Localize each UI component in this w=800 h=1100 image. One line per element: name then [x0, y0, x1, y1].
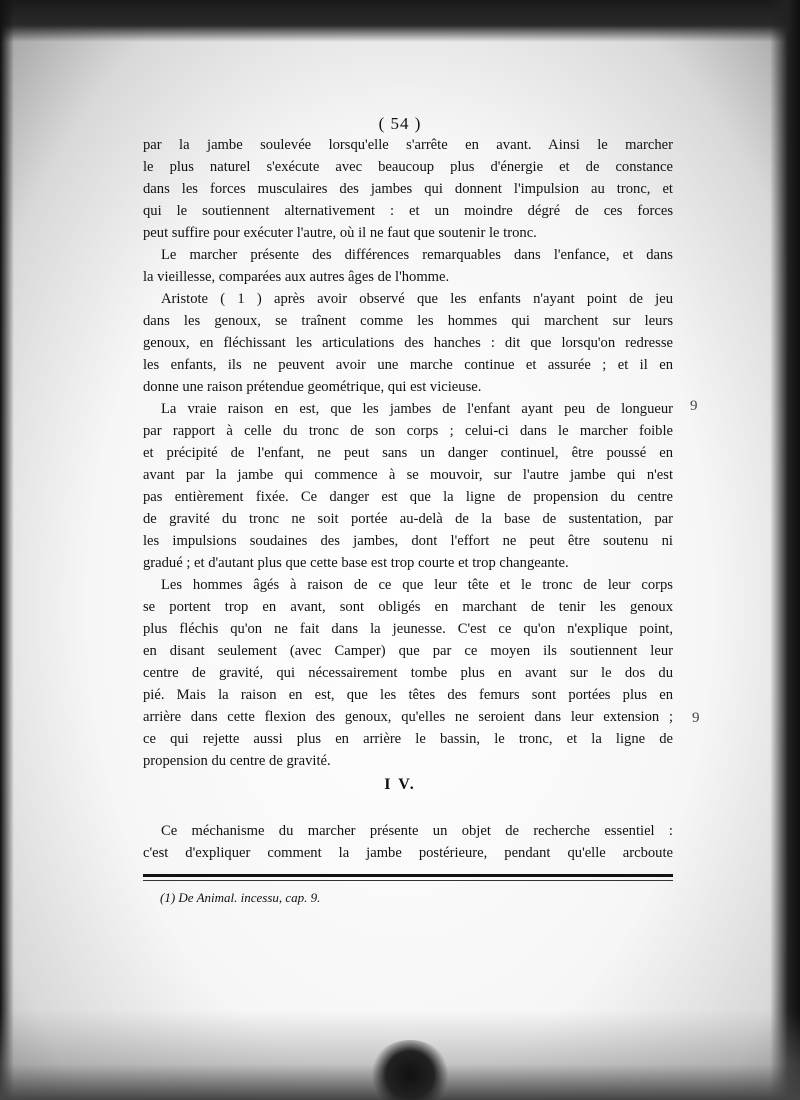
- text-line: pas entièrement fixée. Ce danger est que la ligne de propension du centre: [143, 489, 673, 505]
- text-line: Ce méchanisme du marcher présente un objet de recherche essentiel :: [161, 823, 673, 839]
- body-text: [143, 134, 673, 772]
- scan-border-left: [0, 0, 14, 1100]
- text-line: par la jambe soulevée lorsqu'elle s'arrête en avant. Ainsi le marcher: [143, 137, 673, 153]
- text-line: plus fléchis qu'on ne fait dans la jeunesse. C'est ce qu'on n'explique point,: [143, 621, 673, 637]
- page-number: ( 54 ): [378, 114, 422, 133]
- text-line: donne une raison prétendue geométrique, qui est vicieuse.: [143, 379, 482, 395]
- text-line: propension du centre de gravité.: [143, 753, 331, 769]
- text-line: et précipité de l'enfant, ne peut sans un danger continuel, être poussé en: [143, 445, 673, 461]
- text-line: pié. Mais la raison en est, que les têtes des femurs sont portées plus en: [143, 687, 673, 703]
- text-line: centre de gravité, qui nécessairement tombe plus en avant sur le dos du: [143, 665, 673, 681]
- footnote-rule-thin: [143, 880, 673, 881]
- section-heading: I V.: [384, 776, 416, 793]
- margin-mark: 9: [690, 398, 698, 414]
- text-line: peut suffire pour exécuter l'autre, où il ne faut que soutenir le tronc.: [143, 225, 537, 241]
- scan-border-right: [770, 0, 800, 1100]
- text-line: par rapport à celle du tronc de son corps ; celui-ci dans le marcher foible: [143, 423, 673, 439]
- text-line: qui le soutiennent alternativement : et un moindre dégré de ces forces: [143, 203, 673, 219]
- text-line: ce qui rejette aussi plus en arrière le bassin, le tronc, et la ligne de: [143, 731, 673, 747]
- paragraph-after-heading: [143, 820, 673, 864]
- text-line: avant par la jambe qui commence à se mouvoir, sur l'autre jambe qui n'est: [143, 467, 673, 483]
- footnote-rule: [143, 874, 673, 877]
- text-line: dans les forces musculaires des jambes qui donnent l'impulsion au tronc, et: [143, 181, 673, 197]
- text-line: c'est d'expliquer comment la jambe postérieure, pendant qu'elle arcboute: [143, 845, 673, 861]
- text-line: de gravité du tronc ne soit portée au-delà de la base de sustentation, par: [143, 511, 673, 527]
- text-line: les enfants, ils ne peuvent avoir une marche continue et assurée ; et il en: [143, 357, 673, 373]
- margin-mark: 9: [692, 710, 700, 726]
- text-line: en disant seulement (avec Camper) que par ce moyen ils soutiennent leur: [143, 643, 673, 659]
- text-line: se portent trop en avant, sont obligés en marchant de tenir les genoux: [143, 599, 673, 615]
- text-line: arrière dans cette flexion des genoux, qu'elles ne seroient dans leur extension ;: [143, 709, 673, 725]
- text-line: Le marcher présente des différences remarquables dans l'enfance, et dans: [161, 247, 673, 263]
- text-line: le plus naturel s'exécute avec beaucoup plus d'énergie et de constance: [143, 159, 673, 175]
- text-line: genoux, en fléchissant les articulations des hanches : dit que lorsqu'on redresse: [143, 335, 673, 351]
- text-line: Aristote ( 1 ) après avoir observé que les enfants n'ayant point de jeu: [161, 291, 673, 307]
- text-line: gradué ; et d'autant plus que cette base est trop courte et trop changeante.: [143, 555, 569, 571]
- text-line: dans les genoux, se traînent comme les hommes qui marchent sur leurs: [143, 313, 673, 329]
- scan-border-top: [0, 0, 800, 42]
- footnote: (1) De Animal. incessu, cap. 9.: [160, 890, 321, 905]
- text-line: La vraie raison en est, que les jambes de l'enfant ayant peu de longueur: [161, 401, 673, 417]
- text-line: la vieillesse, comparées aux autres âges de l'homme.: [143, 269, 450, 285]
- text-line: Les hommes âgés à raison de ce que leur tête et le tronc de leur corps: [161, 577, 673, 593]
- text-line: les impulsions soudaines des jambes, dont l'effort ne peut être soutenu ni: [143, 533, 673, 549]
